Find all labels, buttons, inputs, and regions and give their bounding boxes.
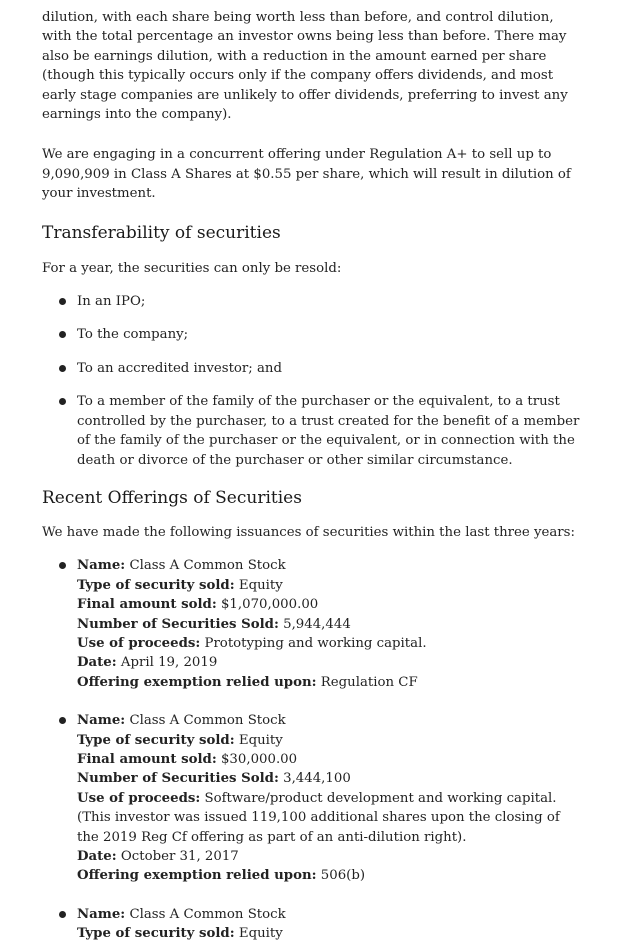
offering-type: Type of security sold: Equity [77,577,283,593]
bullet-icon [59,562,66,569]
offering-type: Type of security sold: Equity [77,926,283,942]
offering-name: Name: Class A Common Stock [77,713,286,729]
bullet-icon [59,298,66,305]
list-item-text: In an IPO; [77,294,146,310]
concurrent-offering-paragraph: We are engaging in a concurrent offering under Regulation A+ to sell up to 9,090,909 in Class A Shares at $0.55 per share, which will result in dilution of your investment. [42,147,571,202]
list-item [42,392,584,470]
offering-item [42,556,584,692]
offering-name: Name: Class A Common Stock [77,558,286,574]
offering-use: Use of proceeds: Prototyping and working capital. [77,635,427,651]
dilution-paragraph: dilution, with each share being worth less than before, and control dilution, with the total percentage an investor owns being less than before. There may also be earnings dilution, with a reduction in the amount earned per share (though this typically occurs only if the company offers dividends, and most early stage companies are unlikely to offer dividends, preferring to invest any earnings into the company). [42,10,568,123]
offering-amount: Final amount sold: $30,000.00 [77,751,298,767]
list-item-text: To an accredited investor; and [77,360,282,376]
list-item [42,292,584,311]
list-item [42,325,584,344]
resale-list [42,292,584,470]
offering-name: Name: Class A Common Stock [77,906,286,922]
offering-count: Number of Securities Sold: 3,444,100 [77,771,351,787]
recent-offerings-heading: Recent Offerings of Securities [42,487,302,508]
list-item-text: To a member of the family of the purchaser or the equivalent, to a trust controlled by the purchaser, to a trust created for the benefit of a member of the family of the purchaser or the equivalent, or in connection with the death or divorce of the purchaser or other similar circumstance. [77,394,580,468]
offering-item [42,905,584,944]
transferability-lead: For a year, the securities can only be resold: [42,260,342,276]
offering-item [42,711,584,886]
bullet-icon [59,365,66,372]
offering-use: Use of proceeds: Software/product development and working capital. (This investor was issued 119,100 additional shares upon the closing of the 2019 Reg Cf offering as part of an anti-dilution right). [77,790,560,845]
offering-exemption: Offering exemption relied upon: Regulation CF [77,674,418,690]
offerings-list [42,556,584,943]
bullet-icon [59,398,66,405]
transferability-heading: Transferability of securities [42,222,281,243]
bullet-icon [59,911,66,918]
offering-date: Date: April 19, 2019 [77,655,218,671]
recent-offerings-lead: We have made the following issuances of securities within the last three years: [42,524,575,540]
offering-type: Type of security sold: Equity [77,732,283,748]
bullet-icon [59,331,66,338]
bullet-icon [59,717,66,724]
offering-amount: Final amount sold: $1,070,000.00 [77,597,319,613]
offering-date: Date: October 31, 2017 [77,849,239,864]
offering-count: Number of Securities Sold: 5,944,444 [77,616,351,632]
list-item [42,359,584,378]
list-item-text: To the company; [77,327,189,343]
offering-exemption: Offering exemption relied upon: 506(b) [77,868,366,884]
